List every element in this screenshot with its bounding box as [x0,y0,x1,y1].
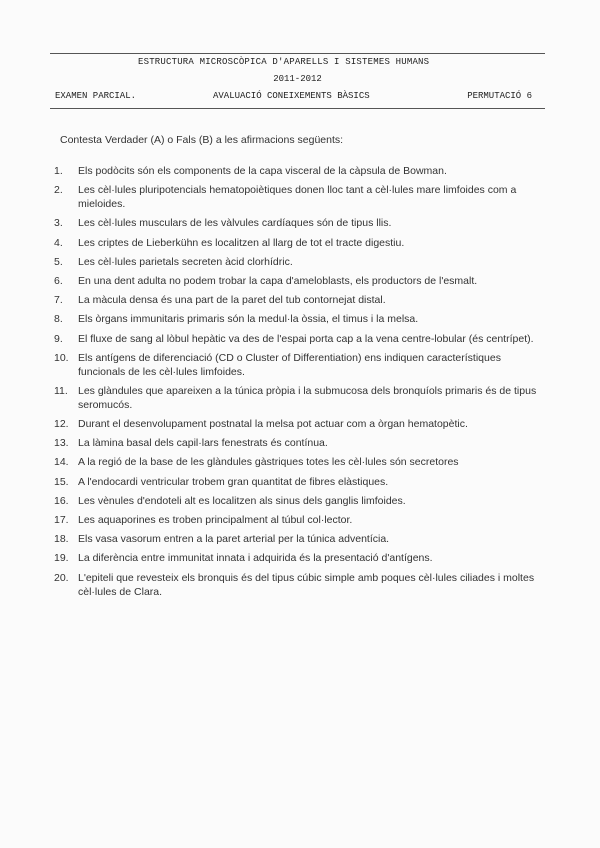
question-number: 5. [54,255,63,268]
question-text: L'epiteli que revesteix els bronquis és del tipus cúbic simple amb poques cèl·lules ciliades i moltes cèl·lules de Clara. [78,571,535,598]
question-text: La làmina basal dels capil·lars fenestrats és contínua. [78,437,328,450]
instructions: Contesta Verdader (A) o Fals (B) a les afirmacions següents: [60,134,344,146]
question-text: La màcula densa és una part de la paret del tub contornejat distal. [78,294,386,307]
question-number: 9. [54,332,63,345]
permutation-label: PERMUTACIÓ 6 [467,91,532,101]
question-item [54,494,542,508]
question-number: 17. [54,514,69,526]
question-item [54,183,542,211]
question-number: 6. [54,274,63,287]
question-text: Els antígens de diferenciació (CD o Cluster of Differentiation) ens indiquen característiques funcionals de les cèl·lules limfoides. [78,351,501,378]
question-item [54,551,542,565]
question-text: Els vasa vasorum entren a la paret arterial per la túnica adventícia. [78,533,390,546]
question-item [54,216,542,230]
question-text: Les cèl·lules parietals secreten àcid clorhídric. [78,255,293,268]
evaluation-type: AVALUACIÓ CONEIXEMENTS BÀSICS [213,91,370,101]
course-title: ESTRUCTURA MICROSCÒPICA D'APARELLS I SISTEMES HUMANS [138,57,430,67]
question-item [54,164,542,178]
question-item [54,351,542,379]
academic-year: 2011-2012 [273,74,322,84]
question-number: 12. [54,418,69,431]
question-text: Les aquaporines es troben principalment al túbul col·lector. [78,514,353,526]
question-text: A l'endocardi ventricular trobem gran quantitat de fibres elàstiques. [78,475,389,488]
question-item [54,293,542,307]
question-item [54,236,542,250]
question-number: 10. [54,351,69,364]
question-text: Les criptes de Lieberkühn es localitzen al llarg de tot el tracte digestiu. [78,236,405,249]
question-item [54,255,542,269]
question-number: 3. [54,217,63,230]
question-item [54,532,542,546]
question-number: 1. [54,165,63,177]
question-number: 13. [54,437,69,450]
question-item [54,312,542,326]
exam-header [50,53,545,109]
question-item [54,417,542,431]
question-text: En una dent adulta no podem trobar la capa d'ameloblasts, els productors de l'esmalt. [78,274,478,287]
question-item [54,455,542,469]
question-number: 2. [54,184,63,197]
question-text: Els òrgans immunitaris primaris són la medul·la òssia, el timus i la melsa. [78,313,419,326]
question-number: 8. [54,313,63,326]
question-text: Els podòcits són els components de la capa visceral de la càpsula de Bowman. [78,165,447,177]
question-text: Les cèl·lules pluripotencials hematopoiètiques donen lloc tant a cèl·lules mare limfoides com a mieloides. [78,184,517,211]
question-item [54,513,542,527]
question-text: A la regió de la base de les glàndules gàstriques totes les cèl·lules són secretores [78,456,459,469]
question-item [54,571,542,599]
question-number: 7. [54,294,63,307]
question-text: Durant el desenvolupament postnatal la melsa pot actuar com a òrgan hematopètic. [78,418,468,431]
question-item [54,475,542,489]
question-item [54,436,542,450]
question-text: Les cèl·lules musculars de les vàlvules cardíaques són de tipus llis. [78,217,392,230]
question-number: 11. [54,384,68,397]
question-number: 15. [54,475,69,488]
question-text: Les glàndules que apareixen a la túnica pròpia i la submucosa dels bronquíols primaris és de tipus seromucós. [78,384,537,411]
question-number: 4. [54,236,63,249]
exam-type: EXAMEN PARCIAL. [55,91,137,101]
question-number: 18. [54,533,69,546]
question-list [54,164,542,604]
question-text: Les vènules d'endoteli alt es localitzen als sinus dels ganglis limfoides. [78,494,406,507]
question-item [54,274,542,288]
question-number: 14. [54,456,69,469]
question-number: 16. [54,494,69,507]
question-text: La diferència entre immunitat innata i adquirida és la presentació d'antígens. [78,552,433,565]
question-number: 19. [54,552,69,565]
question-number: 20. [54,571,69,584]
question-item [54,332,542,346]
question-item [54,384,542,412]
question-text: El fluxe de sang al lòbul hepàtic va des de l'espai porta cap a la vena centre-lobular (és centrípet). [78,332,534,345]
